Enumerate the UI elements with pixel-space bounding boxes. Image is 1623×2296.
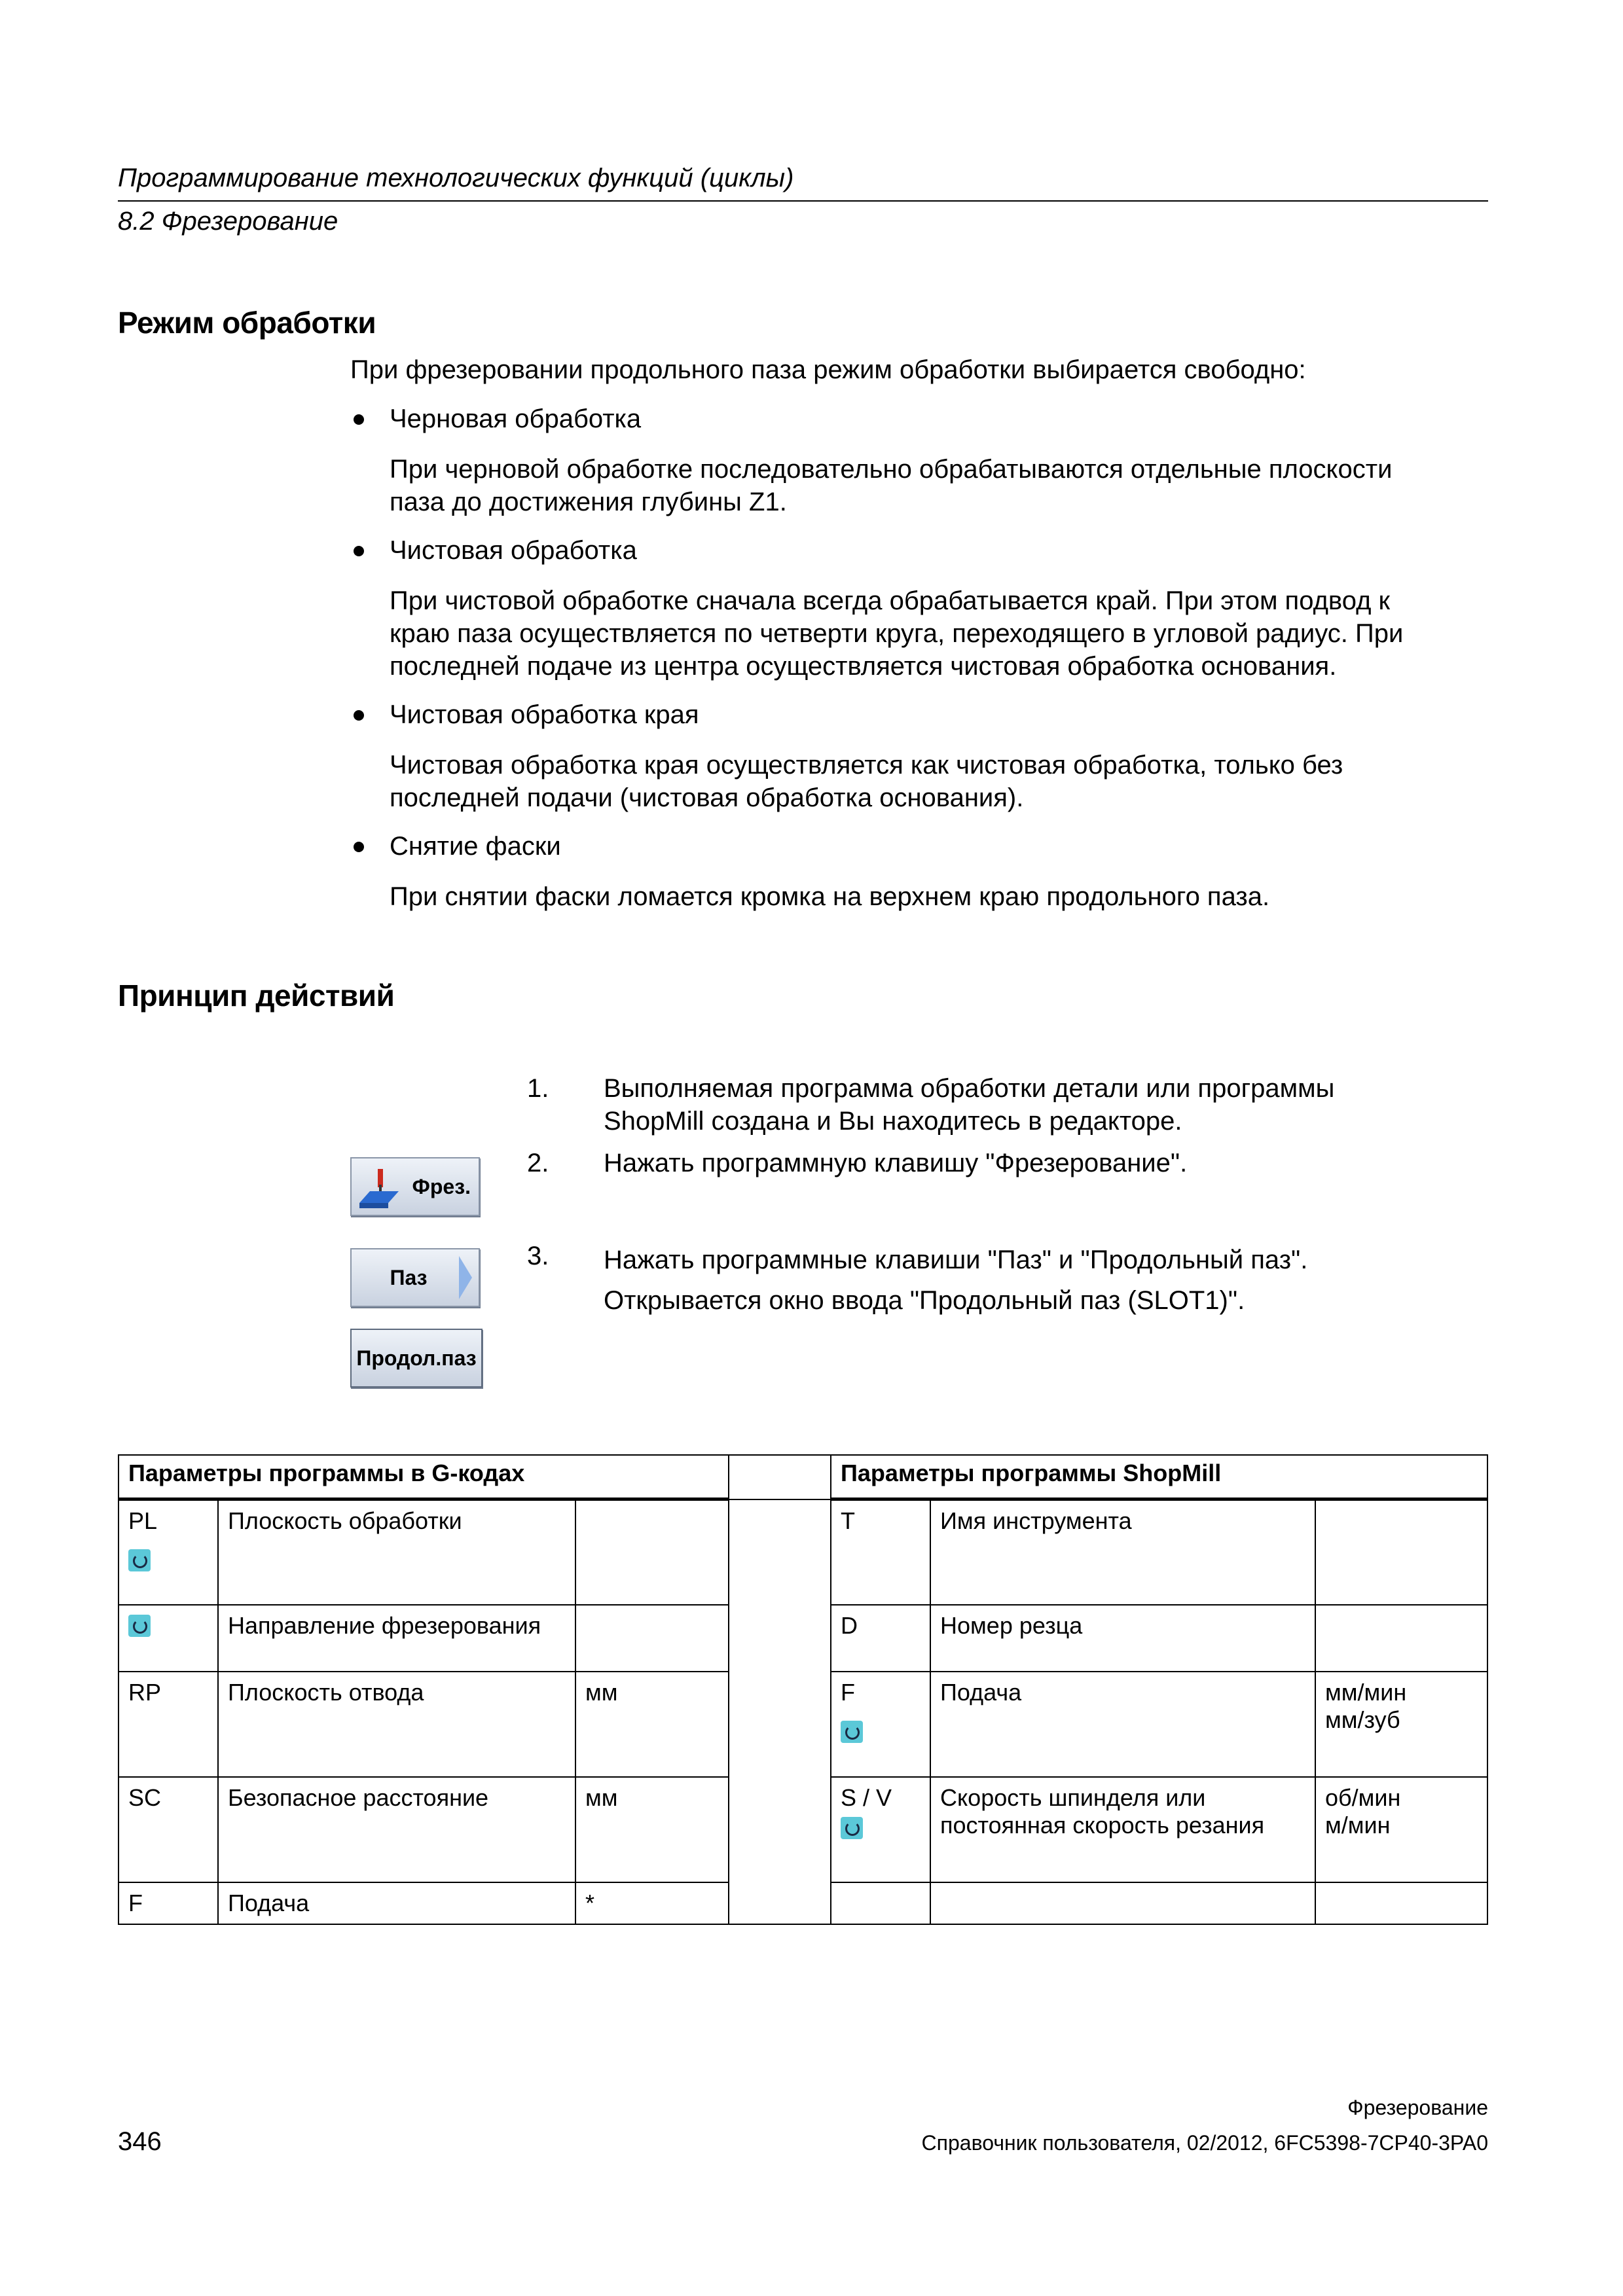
bullet-marker	[354, 546, 364, 556]
toggle-icon	[128, 1615, 151, 1637]
bullet-marker	[354, 842, 364, 852]
mode-item-text: При чистовой обработке сначала всегда обрабатывается край. При этом подвод к краю паза осуществляется по четверти круга, переходящего в угловой радиус. При последней подаче из центра осуществляется чистовая обработка основания.	[390, 586, 1404, 681]
mode-item-text: Чистовая обработка края осуществляется как чистовая обработка, только без последней подачи (чистовая обработка основания).	[390, 751, 1343, 812]
mode-item-title: Чистовая обработка края	[390, 700, 699, 729]
param-desc: Плоскость отвода	[218, 1672, 575, 1777]
param-unit	[1315, 1605, 1487, 1672]
step-number: 2.	[527, 1149, 549, 1177]
param-unit: мм	[575, 1672, 729, 1777]
param-unit: об/мин м/мин	[1315, 1777, 1487, 1882]
param-desc: Номер резца	[930, 1605, 1315, 1672]
param-desc: Подача	[930, 1672, 1315, 1777]
section-heading-principle: Принцип действий	[118, 978, 395, 1013]
softkey-milling[interactable]	[350, 1157, 480, 1216]
param-desc: Плоскость обработки	[218, 1499, 575, 1605]
step-text: Нажать программные клавиши "Паз" и "Продольный паз". Открывается окно ввода "Продольный паз (SLOT1)".	[604, 1246, 1308, 1315]
mode-intro: При фрезеровании продольного паза режим обработки выбирается свободно:	[350, 355, 1306, 384]
param-unit: мм/мин мм/зуб	[1315, 1672, 1487, 1777]
header-rule	[118, 200, 1488, 202]
mode-item-title: Чистовая обработка	[390, 536, 637, 565]
step-text: Выполняемая программа обработки детали или программы ShopMill создана и Вы находитесь в редакторе.	[604, 1074, 1335, 1136]
mode-item-title: Черновая обработка	[390, 404, 642, 433]
step-text: Нажать программную клавишу "Фрезерование".	[604, 1149, 1188, 1177]
param-unit	[575, 1605, 729, 1672]
param-code	[119, 1605, 218, 1672]
submenu-arrow-icon	[458, 1255, 473, 1300]
param-code: F	[119, 1882, 218, 1924]
toggle-icon	[841, 1721, 863, 1743]
mode-item-text: При черновой обработке последовательно обрабатываются отдельные плоскости паза до достижения глубины Z1.	[390, 455, 1393, 516]
param-unit: *	[575, 1882, 729, 1924]
step-number: 1.	[527, 1074, 549, 1103]
param-code: SC	[119, 1777, 218, 1882]
param-code: PL	[119, 1499, 218, 1605]
softkey-milling-label: Фрез.	[412, 1174, 471, 1198]
softkey-slot[interactable]	[350, 1248, 480, 1307]
parameter-table	[118, 1454, 1488, 1925]
running-header-chapter: Программирование технологических функций (циклы)	[118, 164, 794, 192]
section-heading-mode: Режим обработки	[118, 306, 376, 340]
param-unit	[575, 1499, 729, 1605]
shopmill-params-header: Параметры программы ShopMill	[831, 1455, 1487, 1499]
param-code	[831, 1882, 930, 1924]
param-desc: Имя инструмента	[930, 1499, 1315, 1605]
param-code: S / V	[831, 1777, 930, 1882]
table-divider-cell	[729, 1499, 831, 1924]
bullet-marker	[354, 710, 364, 721]
bullet-marker	[354, 414, 364, 425]
param-desc: Скорость шпинделя или постоянная скорость резания	[930, 1777, 1315, 1882]
param-unit	[1315, 1882, 1487, 1924]
running-header-section: 8.2 Фрезерование	[118, 207, 338, 236]
footer-section: Фрезерование	[1347, 2096, 1488, 2119]
param-unit: мм	[575, 1777, 729, 1882]
param-desc: Подача	[218, 1882, 575, 1924]
softkey-slot-label: Паз	[390, 1265, 428, 1289]
param-code: RP	[119, 1672, 218, 1777]
table-row	[119, 1499, 1487, 1605]
param-desc	[930, 1882, 1315, 1924]
footer-reference: Справочник пользователя, 02/2012, 6FC5398-7CP40-3PA0	[921, 2131, 1488, 2155]
softkey-longitudinal-slot[interactable]	[350, 1329, 483, 1388]
milling-tool-icon	[356, 1165, 401, 1211]
table-divider-cell	[729, 1455, 831, 1499]
toggle-icon	[841, 1817, 863, 1839]
param-desc: Направление фрезерования	[218, 1605, 575, 1672]
softkey-longitudinal-slot-label: Продол.паз	[356, 1346, 477, 1370]
page-number: 346	[118, 2127, 162, 2156]
step-number: 3.	[527, 1242, 549, 1270]
param-code: T	[831, 1499, 930, 1605]
gcode-params-header: Параметры программы в G-кодах	[119, 1455, 729, 1499]
mode-item-text: При снятии фаски ломается кромка на верхнем краю продольного паза.	[390, 882, 1270, 911]
param-desc: Безопасное расстояние	[218, 1777, 575, 1882]
param-code: F	[831, 1672, 930, 1777]
mode-item-title: Снятие фаски	[390, 832, 561, 861]
toggle-icon	[128, 1549, 151, 1571]
param-unit	[1315, 1499, 1487, 1605]
param-code: D	[831, 1605, 930, 1672]
table-header-row	[119, 1455, 1487, 1499]
